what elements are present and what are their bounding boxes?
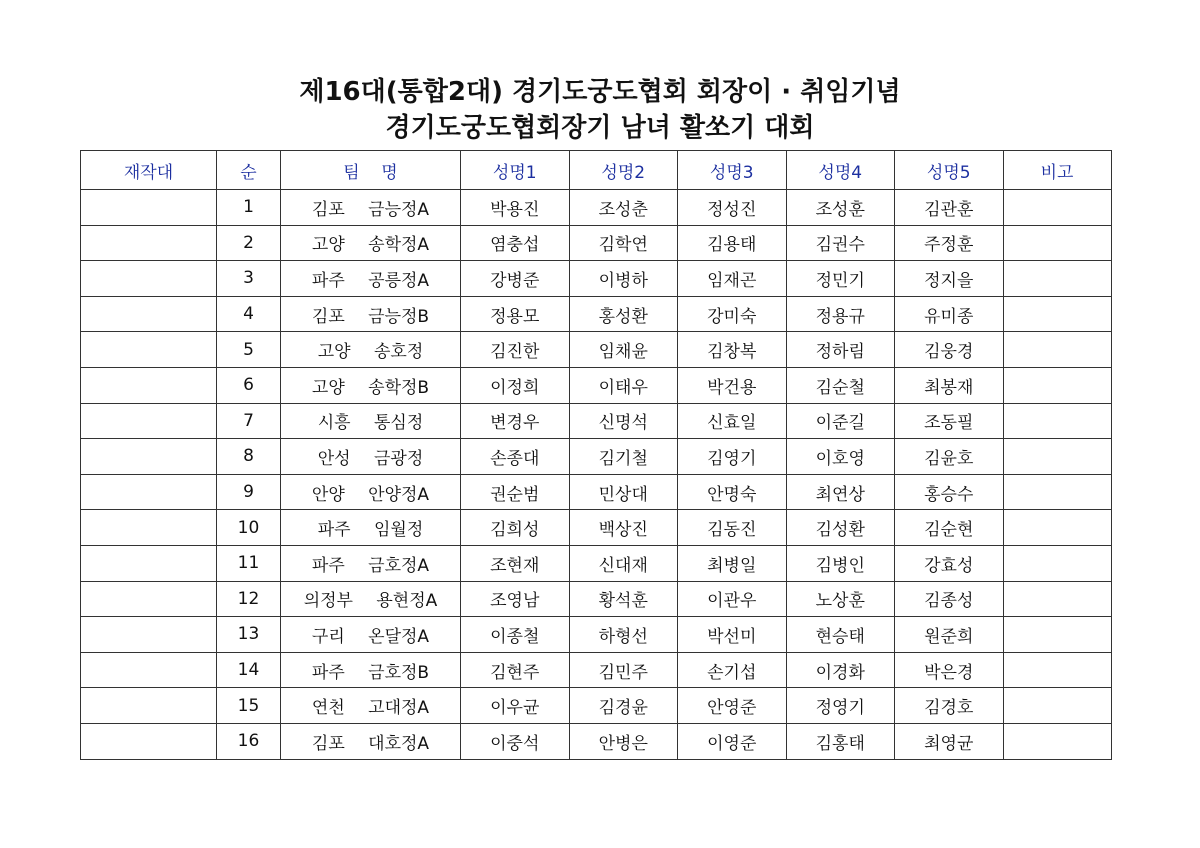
table-row <box>81 439 1112 475</box>
table-row <box>81 261 1112 297</box>
row-name2-cell: 김경윤 <box>569 688 678 724</box>
row-name3-cell: 최병일 <box>678 545 787 581</box>
row-name4-cell: 정민기 <box>786 261 895 297</box>
header-term: 재작대 <box>81 151 217 190</box>
row-note-cell <box>1003 474 1111 510</box>
row-name2-cell: 이태우 <box>569 367 678 403</box>
row-name5-cell: 김경호 <box>895 688 1004 724</box>
row-term-cell <box>81 225 217 261</box>
table-row <box>81 617 1112 653</box>
table-row <box>81 403 1112 439</box>
row-seq-cell: 13 <box>217 617 281 653</box>
row-name2-cell: 신대재 <box>569 545 678 581</box>
row-term-cell <box>81 439 217 475</box>
row-team-cell: 시흥 통심정 <box>281 403 461 439</box>
row-team-cell: 구리 온달정A <box>281 617 461 653</box>
row-name4-cell: 이준길 <box>786 403 895 439</box>
table-row <box>81 652 1112 688</box>
row-team-cell: 김포 대호정A <box>281 723 461 759</box>
row-name5-cell: 김종성 <box>895 581 1004 617</box>
table-row <box>81 225 1112 261</box>
row-name2-cell: 민상대 <box>569 474 678 510</box>
row-name5-cell: 정지을 <box>895 261 1004 297</box>
header-name4: 성명4 <box>786 151 895 190</box>
row-team-cell: 고양 송학정B <box>281 367 461 403</box>
row-name1-cell: 조영남 <box>461 581 570 617</box>
row-name5-cell: 최영균 <box>895 723 1004 759</box>
row-name5-cell: 최봉재 <box>895 367 1004 403</box>
team-roster-table <box>80 150 1112 760</box>
row-name3-cell: 강미숙 <box>678 296 787 332</box>
row-name2-cell: 김민주 <box>569 652 678 688</box>
row-name3-cell: 이영준 <box>678 723 787 759</box>
row-note-cell <box>1003 510 1111 546</box>
row-name2-cell: 안병은 <box>569 723 678 759</box>
row-name2-cell: 임채윤 <box>569 332 678 368</box>
row-name1-cell: 권순범 <box>461 474 570 510</box>
row-name4-cell: 김병인 <box>786 545 895 581</box>
row-term-cell <box>81 296 217 332</box>
table-row <box>81 545 1112 581</box>
row-name4-cell: 현승태 <box>786 617 895 653</box>
row-seq-cell: 14 <box>217 652 281 688</box>
row-name4-cell: 김순철 <box>786 367 895 403</box>
row-name4-cell: 조성훈 <box>786 190 895 226</box>
row-seq-cell: 5 <box>217 332 281 368</box>
row-name3-cell: 정성진 <box>678 190 787 226</box>
row-name2-cell: 김기철 <box>569 439 678 475</box>
row-note-cell <box>1003 403 1111 439</box>
row-seq-cell: 12 <box>217 581 281 617</box>
row-team-cell: 안양 안양정A <box>281 474 461 510</box>
row-team-cell: 김포 금능정A <box>281 190 461 226</box>
row-name5-cell: 주정훈 <box>895 225 1004 261</box>
row-name2-cell: 황석훈 <box>569 581 678 617</box>
row-name4-cell: 정용규 <box>786 296 895 332</box>
row-name1-cell: 이정희 <box>461 367 570 403</box>
row-seq-cell: 11 <box>217 545 281 581</box>
row-name3-cell: 박건용 <box>678 367 787 403</box>
row-name4-cell: 노상훈 <box>786 581 895 617</box>
row-name1-cell: 강병준 <box>461 261 570 297</box>
row-note-cell <box>1003 688 1111 724</box>
header-note: 비고 <box>1003 151 1111 190</box>
row-name2-cell: 조성춘 <box>569 190 678 226</box>
row-seq-cell: 10 <box>217 510 281 546</box>
header-name3: 성명3 <box>678 151 787 190</box>
row-name4-cell: 김권수 <box>786 225 895 261</box>
document-title-line2: 경기도궁도협회장기 남녀 활쏘기 대회 <box>385 113 815 143</box>
row-seq-cell: 7 <box>217 403 281 439</box>
table-header-row <box>81 151 1112 190</box>
row-name2-cell: 김학연 <box>569 225 678 261</box>
row-name5-cell: 유미종 <box>895 296 1004 332</box>
row-name4-cell: 김홍태 <box>786 723 895 759</box>
row-seq-cell: 3 <box>217 261 281 297</box>
row-seq-cell: 8 <box>217 439 281 475</box>
row-note-cell <box>1003 225 1111 261</box>
table-row <box>81 296 1112 332</box>
header-team: 팀 명 <box>281 151 461 190</box>
row-term-cell <box>81 545 217 581</box>
row-team-cell: 연천 고대정A <box>281 688 461 724</box>
row-name1-cell: 변경우 <box>461 403 570 439</box>
row-team-cell: 파주 금호정A <box>281 545 461 581</box>
table-row <box>81 510 1112 546</box>
table-row <box>81 581 1112 617</box>
row-name4-cell: 이경화 <box>786 652 895 688</box>
row-name1-cell: 이우균 <box>461 688 570 724</box>
row-name4-cell: 최연상 <box>786 474 895 510</box>
row-name3-cell: 안명숙 <box>678 474 787 510</box>
row-name5-cell: 원준희 <box>895 617 1004 653</box>
row-name4-cell: 정영기 <box>786 688 895 724</box>
row-name1-cell: 김현주 <box>461 652 570 688</box>
row-name2-cell: 백상진 <box>569 510 678 546</box>
row-name1-cell: 조현재 <box>461 545 570 581</box>
row-name1-cell: 정용모 <box>461 296 570 332</box>
row-note-cell <box>1003 439 1111 475</box>
row-term-cell <box>81 652 217 688</box>
header-name5: 성명5 <box>895 151 1004 190</box>
row-team-cell: 고양 송호정 <box>281 332 461 368</box>
row-name1-cell: 이중석 <box>461 723 570 759</box>
row-name5-cell: 김윤호 <box>895 439 1004 475</box>
row-name4-cell: 이호영 <box>786 439 895 475</box>
table-row <box>81 332 1112 368</box>
row-note-cell <box>1003 723 1111 759</box>
row-name3-cell: 김영기 <box>678 439 787 475</box>
row-note-cell <box>1003 581 1111 617</box>
row-team-cell: 파주 공릉정A <box>281 261 461 297</box>
row-team-cell: 고양 송학정A <box>281 225 461 261</box>
row-name4-cell: 정하림 <box>786 332 895 368</box>
row-seq-cell: 2 <box>217 225 281 261</box>
row-seq-cell: 15 <box>217 688 281 724</box>
header-name2: 성명2 <box>569 151 678 190</box>
row-name5-cell: 김순현 <box>895 510 1004 546</box>
row-name5-cell: 강효성 <box>895 545 1004 581</box>
table-row <box>81 723 1112 759</box>
row-term-cell <box>81 190 217 226</box>
row-name3-cell: 안영준 <box>678 688 787 724</box>
document-title-line1: 제16대(통합2대) 경기도궁도협회 회장이 · 취임기념 <box>299 77 901 107</box>
row-name3-cell: 임재곤 <box>678 261 787 297</box>
row-term-cell <box>81 474 217 510</box>
row-name3-cell: 이관우 <box>678 581 787 617</box>
row-term-cell <box>81 403 217 439</box>
table-body <box>81 190 1112 760</box>
row-name5-cell: 김관훈 <box>895 190 1004 226</box>
table-row <box>81 688 1112 724</box>
row-note-cell <box>1003 652 1111 688</box>
row-note-cell <box>1003 617 1111 653</box>
row-term-cell <box>81 367 217 403</box>
row-note-cell <box>1003 367 1111 403</box>
row-term-cell <box>81 510 217 546</box>
table-row <box>81 474 1112 510</box>
row-seq-cell: 1 <box>217 190 281 226</box>
row-name2-cell: 신명석 <box>569 403 678 439</box>
row-name5-cell: 조동필 <box>895 403 1004 439</box>
row-term-cell <box>81 688 217 724</box>
row-term-cell <box>81 723 217 759</box>
header-seq: 순 <box>217 151 281 190</box>
row-note-cell <box>1003 296 1111 332</box>
row-seq-cell: 4 <box>217 296 281 332</box>
row-name3-cell: 손기섭 <box>678 652 787 688</box>
row-seq-cell: 16 <box>217 723 281 759</box>
row-name2-cell: 홍성환 <box>569 296 678 332</box>
row-note-cell <box>1003 332 1111 368</box>
row-seq-cell: 9 <box>217 474 281 510</box>
row-name3-cell: 김동진 <box>678 510 787 546</box>
row-name1-cell: 박용진 <box>461 190 570 226</box>
row-name1-cell: 김진한 <box>461 332 570 368</box>
row-team-cell: 파주 금호정B <box>281 652 461 688</box>
header-name1: 성명1 <box>461 151 570 190</box>
row-team-cell: 파주 임월정 <box>281 510 461 546</box>
row-note-cell <box>1003 190 1111 226</box>
row-term-cell <box>81 261 217 297</box>
row-note-cell <box>1003 261 1111 297</box>
row-name3-cell: 박선미 <box>678 617 787 653</box>
row-name1-cell: 김희성 <box>461 510 570 546</box>
row-name1-cell: 손종대 <box>461 439 570 475</box>
row-name5-cell: 홍승수 <box>895 474 1004 510</box>
row-team-cell: 김포 금능정B <box>281 296 461 332</box>
row-term-cell <box>81 617 217 653</box>
row-name1-cell: 이종철 <box>461 617 570 653</box>
row-team-cell: 의정부 용현정A <box>281 581 461 617</box>
row-name5-cell: 김웅경 <box>895 332 1004 368</box>
row-name1-cell: 염충섭 <box>461 225 570 261</box>
row-term-cell <box>81 581 217 617</box>
row-name2-cell: 하형선 <box>569 617 678 653</box>
row-team-cell: 안성 금광정 <box>281 439 461 475</box>
row-seq-cell: 6 <box>217 367 281 403</box>
row-name3-cell: 김창복 <box>678 332 787 368</box>
table-row <box>81 190 1112 226</box>
row-name3-cell: 신효일 <box>678 403 787 439</box>
row-name2-cell: 이병하 <box>569 261 678 297</box>
row-term-cell <box>81 332 217 368</box>
row-name5-cell: 박은경 <box>895 652 1004 688</box>
row-note-cell <box>1003 545 1111 581</box>
table-row <box>81 367 1112 403</box>
row-name3-cell: 김용태 <box>678 225 787 261</box>
row-name4-cell: 김성환 <box>786 510 895 546</box>
